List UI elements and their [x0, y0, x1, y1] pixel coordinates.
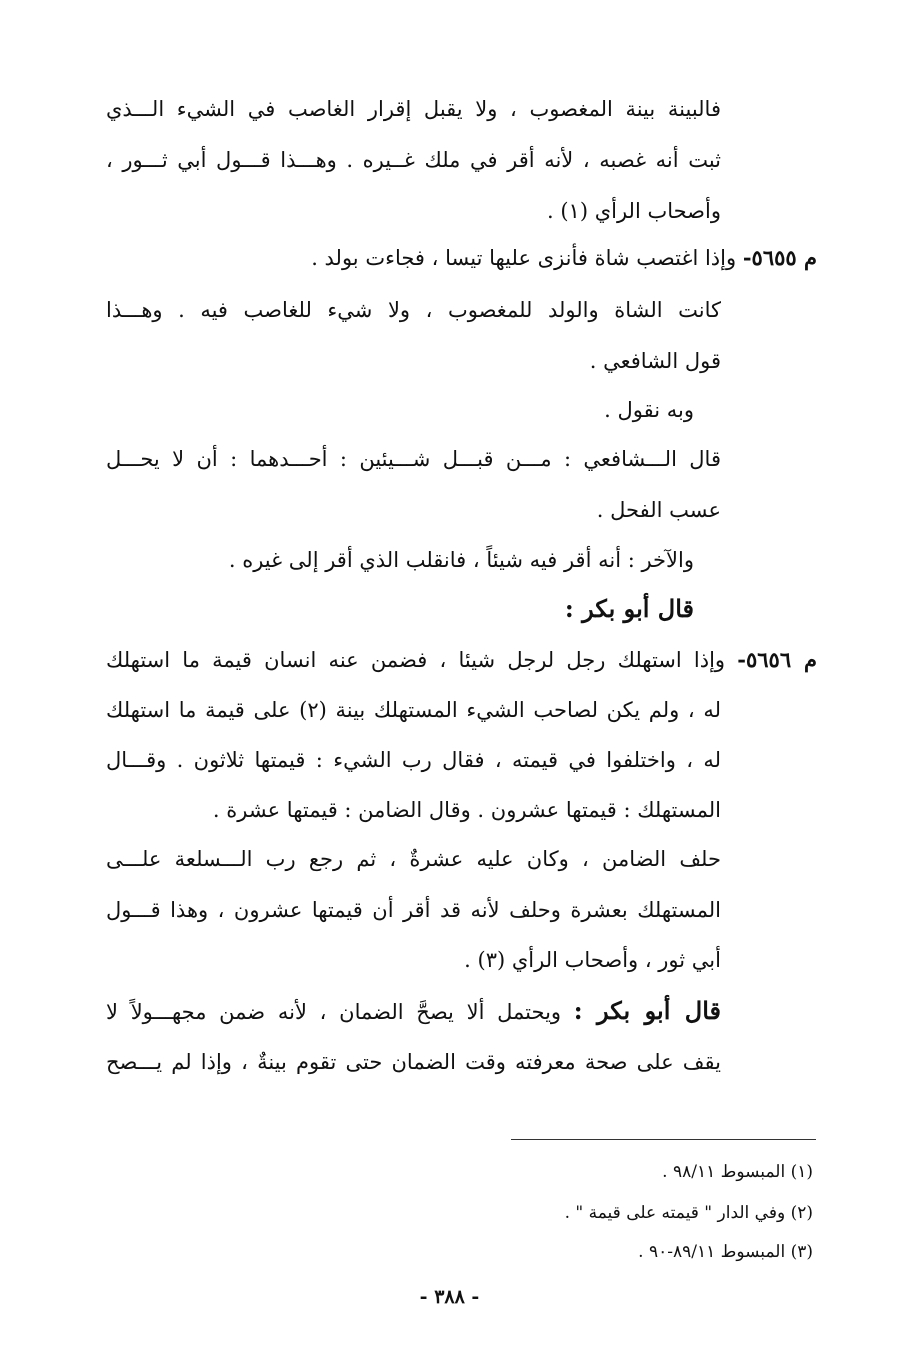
entry-5656	[106, 643, 817, 677]
paragraph-line: له ، ولم يكن لصاحب الشيء المستهلك بينة (٢) على قيمة ما استهلك	[106, 698, 721, 722]
entry-number: م ٥٦٥٥-	[742, 245, 817, 270]
section-heading: قال أبو بكر :	[564, 594, 694, 623]
paragraph-line: كانت الشاة والولد للمغصوب ، ولا شيء للغاصب فيه . وهـــذا	[106, 298, 721, 322]
paragraph-line: أبي ثور ، وأصحاب الرأي (٣) .	[464, 948, 721, 972]
page-number: - ٣٨٨ -	[419, 1286, 480, 1308]
paragraph-line: حلف الضامن ، وكان عليه عشرةٌ ، ثم رجع رب الـــسلعة علـــى	[106, 847, 721, 871]
paragraph-line	[106, 994, 721, 1028]
entry-text: وإذا اغتصب شاة فأنزى عليها تيسا ، فجاءت بولد .	[311, 246, 737, 270]
paragraph-line: فالبينة بينة المغصوب ، ولا يقبل إقرار الغاصب في الشيء الـــذي	[106, 97, 721, 121]
paragraph-line: يقف على صحة معرفته وقت الضمان حتى تقوم بينةٌ ، وإذا لم يـــصح	[106, 1050, 721, 1074]
paragraph-line: قول الشافعي .	[589, 349, 721, 373]
paragraph-line: وبه نقول .	[604, 398, 694, 422]
inline-heading: قال أبو بكر :	[573, 996, 721, 1025]
paragraph-text: ويحتمل ألا يصحَّ الضمان ، لأنه ضمن مجهـــولاً لا	[106, 1000, 562, 1024]
paragraph-line: له ، واختلفوا في قيمته ، فقال رب الشيء : قيمتها ثلاثون . وقـــال	[106, 748, 721, 772]
paragraph-line: والآخر : أنه أقر فيه شيئاً ، فانقلب الذي أقر إلى غيره .	[228, 548, 694, 572]
entry-number: م ٥٦٥٦-	[737, 647, 817, 672]
paragraph-line: ثبت أنه غصبه ، لأنه أقر في ملك غــيره . وهـــذا قـــول أبي ثـــور ،	[106, 148, 721, 172]
entry-text: وإذا استهلك رجل لرجل شيئا ، فضمن عنه انسان قيمة ما استهلك	[106, 648, 726, 672]
paragraph-line: المستهلك : قيمتها عشرون . وقال الضامن : قيمتها عشرة .	[212, 798, 721, 822]
paragraph-line: عسب الفحل .	[596, 498, 721, 522]
paragraph-line: وأصحاب الرأي (١) .	[547, 199, 721, 223]
entry-5655	[106, 241, 817, 275]
footnote-3: (٣) المبسوط ٨٩/١١-٩٠ .	[638, 1242, 813, 1262]
footnote-2: (٢) وفي الدار " قيمته على قيمة " .	[564, 1203, 813, 1223]
paragraph-line: قال الـــشافعي : مـــن قبـــل شـــيئين : أحـــدهما : أن لا يحـــل	[106, 447, 721, 471]
footnote-divider	[511, 1139, 816, 1140]
footnote-1: (١) المبسوط ٩٨/١١ .	[662, 1162, 813, 1182]
paragraph-line: المستهلك بعشرة وحلف لأنه قد أقر أن قيمتها عشرون ، وهذا قـــول	[106, 898, 721, 922]
